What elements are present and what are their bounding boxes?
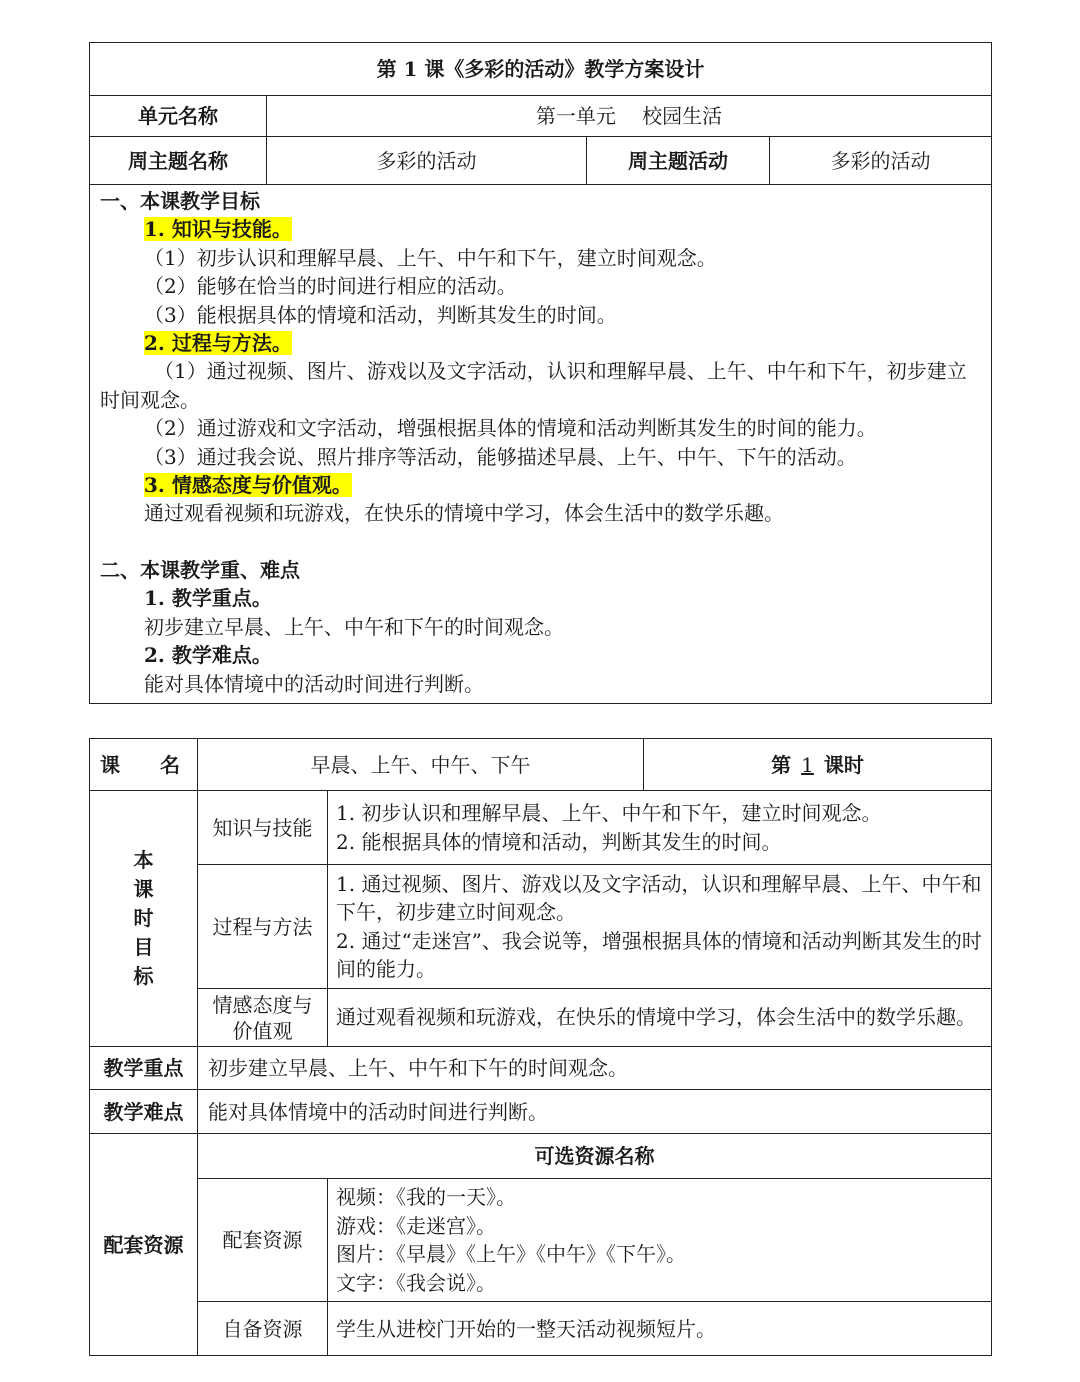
- theme-value: 多彩的活动: [267, 137, 587, 185]
- list-item: 2. 通过“走迷宫”、我会说等，增强根据具体的情境和活动判断其发生的时间的能力。: [336, 928, 982, 981]
- list-item: 游戏：《走迷宫》。: [336, 1213, 496, 1238]
- list-item: （2）通过游戏和文字活动，增强根据具体的情境和活动判断其发生的时间的能力。: [144, 416, 877, 441]
- sec1-sub1-heading: 1. 知识与技能。: [144, 217, 292, 242]
- lesson-name-value: 早晨、上午、中午、下午: [198, 739, 644, 791]
- lesson-name-label: 课 名: [90, 739, 198, 791]
- list-item: （1）初步认识和理解早晨、上午、中午和下午，建立时间观念。: [144, 245, 717, 270]
- key-point-text: 初步建立早晨、上午、中午和下午的时间观念。: [198, 1047, 992, 1090]
- lesson-plan-table: [89, 42, 992, 704]
- sec1-sub3-heading: 3. 情感态度与价值观。: [144, 473, 352, 498]
- sec1-sub3-text: 通过观看视频和玩游戏，在快乐的情境中学习，体会生活中的数学乐趣。: [144, 501, 784, 526]
- goals-label: 本 课 时 目 标: [90, 791, 198, 1047]
- optional-resources-header: 可选资源名称: [198, 1134, 992, 1179]
- key-point-label: 教学重点: [90, 1047, 198, 1090]
- difficulty-text: 能对具体情境中的活动时间进行判断。: [198, 1090, 992, 1134]
- matching-resources-label: 配套资源: [198, 1179, 328, 1302]
- activity-value: 多彩的活动: [770, 137, 992, 185]
- attitude-text: 通过观看视频和玩游戏，在快乐的情境中学习，体会生活中的数学乐趣。: [328, 989, 992, 1047]
- sec2-sub2-heading: 2. 教学难点。: [144, 643, 272, 668]
- list-item: 图片：《早晨》《上午》《中午》《下午》。: [336, 1242, 686, 1266]
- plan-title: 第 1 课《多彩的活动》教学方案设计: [90, 43, 992, 96]
- sec1-sub2-heading: 2. 过程与方法。: [144, 331, 292, 356]
- list-item: （3）能根据具体的情境和活动，判断其发生的时间。: [144, 302, 617, 327]
- attitude-label: 情感态度与 价值观: [198, 989, 328, 1047]
- lesson-detail-table: [89, 738, 992, 1356]
- list-item: （3）通过我会说、照片排序等活动，能够描述早晨、上午、中午、下午的活动。: [144, 444, 857, 469]
- knowledge-label: 知识与技能: [198, 791, 328, 865]
- self-resources-text: 学生从进校门开始的一整天活动视频短片。: [328, 1302, 992, 1356]
- process-label: 过程与方法: [198, 865, 328, 989]
- list-item: 视频：《我的一天》。: [336, 1185, 516, 1209]
- unit-label: 单元名称: [90, 96, 267, 137]
- sec2-sub2-text: 能对具体情境中的活动时间进行判断。: [144, 671, 484, 696]
- list-item: （2）能够在恰当的时间进行相应的活动。: [144, 274, 517, 299]
- theme-label: 周主题名称: [90, 137, 267, 185]
- activity-label: 周主题活动: [587, 137, 770, 185]
- process-content: [328, 865, 992, 989]
- difficulty-label: 教学难点: [90, 1090, 198, 1134]
- list-item: 1. 通过视频、图片、游戏以及文字活动，认识和理解早晨、上午、中午和下午，初步建立时间观念。: [336, 871, 982, 924]
- list-item: 文字：《我会说》。: [336, 1270, 496, 1295]
- list-item: 1. 初步认识和理解早晨、上午、中午和下午，建立时间观念。: [336, 801, 882, 825]
- knowledge-content: [328, 791, 992, 865]
- matching-resources-content: [328, 1179, 992, 1302]
- sec1-heading: 一、本课教学目标: [100, 189, 260, 213]
- list-item: （1）通过视频、图片、游戏以及文字活动，认识和理解早晨、上午、中午和下午，初步建立时间观念。: [100, 359, 967, 412]
- period-number: 1: [801, 752, 814, 777]
- list-item: 2. 能根据具体的情境和活动，判断其发生的时间。: [336, 829, 782, 854]
- resources-label: 配套资源: [90, 1134, 198, 1356]
- lesson-period: 第 1 课时: [644, 739, 992, 791]
- sec2-heading: 二、本课教学重、难点: [100, 557, 300, 582]
- unit-value: 第一单元 校园生活: [267, 96, 992, 137]
- sec2-sub1-text: 初步建立早晨、上午、中午和下午的时间观念。: [144, 614, 564, 639]
- plan-content: [90, 185, 992, 704]
- sec2-sub1-heading: 1. 教学重点。: [144, 586, 272, 611]
- self-resources-label: 自备资源: [198, 1302, 328, 1356]
